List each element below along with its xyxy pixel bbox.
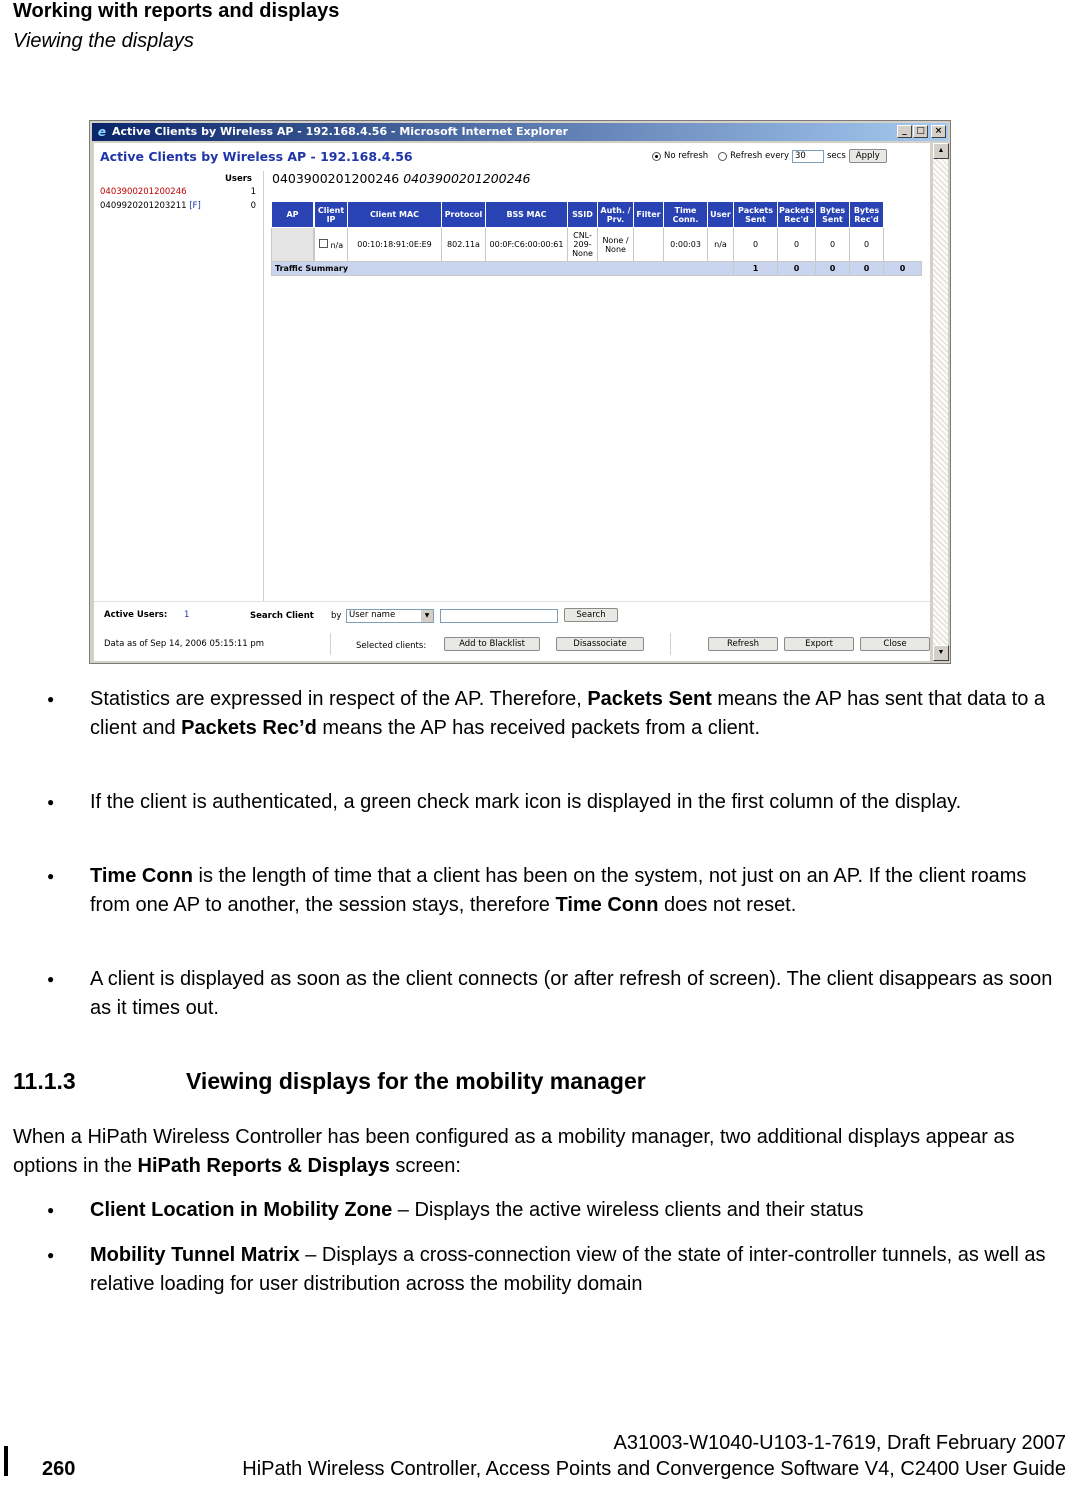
search-client-label: Search Client (250, 611, 314, 621)
ap-list-pane (94, 171, 264, 601)
bold-term: Client Location in Mobility Zone (90, 1199, 393, 1221)
section-title: Viewing displays for the mobility manager (186, 1068, 646, 1094)
active-users-value: 1 (184, 610, 190, 620)
text-run: does not reset. (658, 894, 797, 916)
secs-label: secs (826, 151, 846, 161)
client-ip: n/a (330, 241, 344, 250)
scroll-down-icon[interactable]: ▼ (933, 645, 949, 661)
column-header[interactable]: SSID (568, 202, 598, 228)
column-header[interactable]: Filter (634, 202, 664, 228)
traffic-summary-label: Traffic Summary (272, 262, 734, 276)
column-header[interactable]: Client IP (315, 202, 348, 228)
text-run: Statistics are expressed in respect of the AP. Therefore, (90, 688, 588, 710)
refresh-every-radio[interactable] (718, 152, 727, 161)
table-cell: None / None (598, 228, 634, 262)
apply-button[interactable]: Apply (849, 149, 887, 163)
bold-term: Time Conn (90, 865, 193, 887)
export-button[interactable]: Export (784, 637, 854, 651)
bold-term: Packets Sent (587, 688, 712, 710)
vertical-scrollbar[interactable] (932, 143, 948, 661)
bullet-icon: ● (47, 692, 55, 706)
column-header[interactable]: Packets Rec'd (778, 202, 816, 228)
ap-user-count: 1 (250, 187, 256, 197)
disassociate-button[interactable]: Disassociate (556, 637, 644, 651)
bold-term: Time Conn (555, 894, 659, 916)
table-cell: 802.11a (442, 228, 486, 262)
bullet-text (90, 862, 1070, 920)
selected-clients-label: Selected clients: (356, 641, 427, 651)
table-cell: 0 (850, 228, 884, 262)
divider (330, 633, 331, 655)
refresh-every-label: Refresh every (730, 151, 789, 161)
text-run: means the AP has received packets from a client. (316, 717, 761, 739)
bullet-icon: ● (47, 1203, 55, 1217)
search-button[interactable]: Search (564, 608, 618, 622)
text-run: When a HiPath Wireless Controller has been configured as a mobility manager, two additional displays appear as options in the (13, 1126, 1015, 1177)
table-cell: 0 (734, 228, 778, 262)
select-client-checkbox[interactable] (319, 239, 328, 248)
table-cell: 00:10:18:91:0E:E9 (348, 228, 442, 262)
page-content (94, 143, 930, 661)
table-cell: CNL-209-None (568, 228, 598, 262)
close-button[interactable]: Close (860, 637, 930, 651)
column-header[interactable]: Client MAC (348, 202, 442, 228)
table-row[interactable] (272, 228, 922, 262)
table-cell (315, 228, 348, 262)
users-header: Users (225, 174, 252, 184)
column-header[interactable]: Bytes Rec'd (850, 202, 884, 228)
search-by-select[interactable] (346, 609, 434, 623)
summary-users: 1 (734, 262, 778, 276)
change-bar (4, 1446, 8, 1476)
bold-term: Packets Rec’d (181, 717, 317, 739)
scroll-up-icon[interactable]: ▲ (933, 143, 949, 159)
summary-bytes-sent: 0 (850, 262, 884, 276)
bold-term: HiPath Reports & Displays (137, 1155, 390, 1177)
table-cell (272, 228, 314, 262)
section-number: 11.1.3 (13, 1068, 76, 1094)
section-heading (13, 1068, 646, 1095)
ap-list-item[interactable] (100, 201, 256, 211)
table-cell: 0 (778, 228, 816, 262)
column-header[interactable]: Protocol (442, 202, 486, 228)
refresh-button[interactable]: Refresh (708, 637, 778, 651)
action-bar (94, 627, 930, 657)
traffic-summary-row (272, 262, 922, 276)
column-header[interactable]: Bytes Sent (816, 202, 850, 228)
window-titlebar (92, 123, 948, 141)
ap-serial: 0409920201203211 (100, 201, 187, 211)
header-subtitle: Viewing the displays (13, 30, 194, 52)
ap-list-item[interactable] (100, 187, 256, 197)
ap-name-heading: 0403900201200246 (403, 171, 531, 186)
table-cell: 0 (816, 228, 850, 262)
bullet-text (90, 1241, 1070, 1299)
page-number: 260 (42, 1458, 76, 1480)
refresh-controls (652, 149, 887, 163)
bullet-icon: ● (47, 972, 55, 986)
bullet-text (90, 788, 1070, 817)
footer-doc-id: A31003-W1040-U103-1-7619, Draft February 2007 (613, 1432, 1066, 1454)
search-bar (94, 601, 930, 627)
maximize-button[interactable]: □ (913, 125, 928, 138)
bullet-icon: ● (47, 869, 55, 883)
table-cell: 00:0F:C6:00:00:61 (486, 228, 568, 262)
text-run: If the client is authenticated, a green check mark icon is displayed in the first column of the display. (90, 791, 962, 813)
search-by-value: User name (349, 610, 396, 620)
ap-flag: [F] (189, 201, 201, 211)
bold-term: Mobility Tunnel Matrix (90, 1244, 300, 1266)
ap-heading (272, 171, 530, 186)
summary-packets-recd: 0 (816, 262, 850, 276)
browser-window (89, 120, 951, 664)
page-title: Active Clients by Wireless AP - 192.168.4.56 (100, 149, 413, 164)
chevron-down-icon: ▼ (421, 610, 433, 622)
search-input[interactable] (440, 609, 558, 623)
refresh-interval-input[interactable]: 30 (792, 150, 824, 163)
column-header[interactable]: Time Conn. (664, 202, 708, 228)
column-header[interactable]: BSS MAC (486, 202, 568, 228)
table-header-row (272, 202, 922, 228)
ap-serial: 0403900201200246 (100, 187, 187, 197)
footer-doc-title: HiPath Wireless Controller, Access Points and Convergence Software V4, C2400 User Guide (242, 1458, 1066, 1480)
minimize-button[interactable]: _ (897, 125, 912, 138)
by-label: by (331, 611, 342, 621)
ie-logo-icon: e (97, 125, 107, 139)
text-run: screen: (389, 1155, 461, 1177)
bullet-icon: ● (47, 795, 55, 809)
summary-packets-sent: 0 (778, 262, 816, 276)
table-cell: 0:00:03 (664, 228, 708, 262)
intro-paragraph (13, 1123, 1068, 1181)
column-header[interactable]: Auth. / Prv. (598, 202, 634, 228)
close-window-button[interactable]: × (931, 125, 946, 138)
divider (670, 633, 671, 655)
bullet-text (90, 1196, 1070, 1225)
table-cell (634, 228, 664, 262)
text-run: means the AP has sent that data to a client and (90, 688, 1046, 739)
column-header[interactable]: User (708, 202, 734, 228)
table-cell: n/a (708, 228, 734, 262)
window-title: Active Clients by Wireless AP - 192.168.4.56 - Microsoft Internet Explorer (112, 125, 569, 138)
clients-table (271, 201, 922, 276)
add-to-blacklist-button[interactable]: Add to Blacklist (444, 637, 540, 651)
bullet-icon: ● (47, 1248, 55, 1262)
header-title: Working with reports and displays (13, 0, 340, 22)
ap-user-count: 0 (250, 201, 256, 211)
text-run: A client is displayed as soon as the client connects (or after refresh of screen). The client disappears as soon as it times out. (90, 968, 1053, 1019)
bullet-text (90, 965, 1070, 1023)
active-users-label: Active Users: (104, 610, 168, 620)
no-refresh-radio[interactable] (652, 152, 661, 161)
text-run: – Displays the active wireless clients and their status (392, 1199, 864, 1221)
summary-bytes-recd: 0 (884, 262, 922, 276)
no-refresh-label: No refresh (664, 151, 709, 161)
column-header[interactable]: AP (272, 202, 314, 228)
text-run: is the length of time that a client has been on the system, not just on an AP. If the client roams from one AP to another, the session stays, therefore (90, 865, 1027, 916)
data-timestamp: Data as of Sep 14, 2006 05:15:11 pm (104, 639, 265, 649)
text-run: – Displays a cross-connection view of the state of inter-controller tunnels, as well as relative loading for user distribution across the mobility domain (90, 1244, 1046, 1295)
ap-serial-heading: 0403900201200246 (272, 171, 400, 186)
bullet-text (90, 685, 1070, 743)
column-header[interactable]: Packets Sent (734, 202, 778, 228)
